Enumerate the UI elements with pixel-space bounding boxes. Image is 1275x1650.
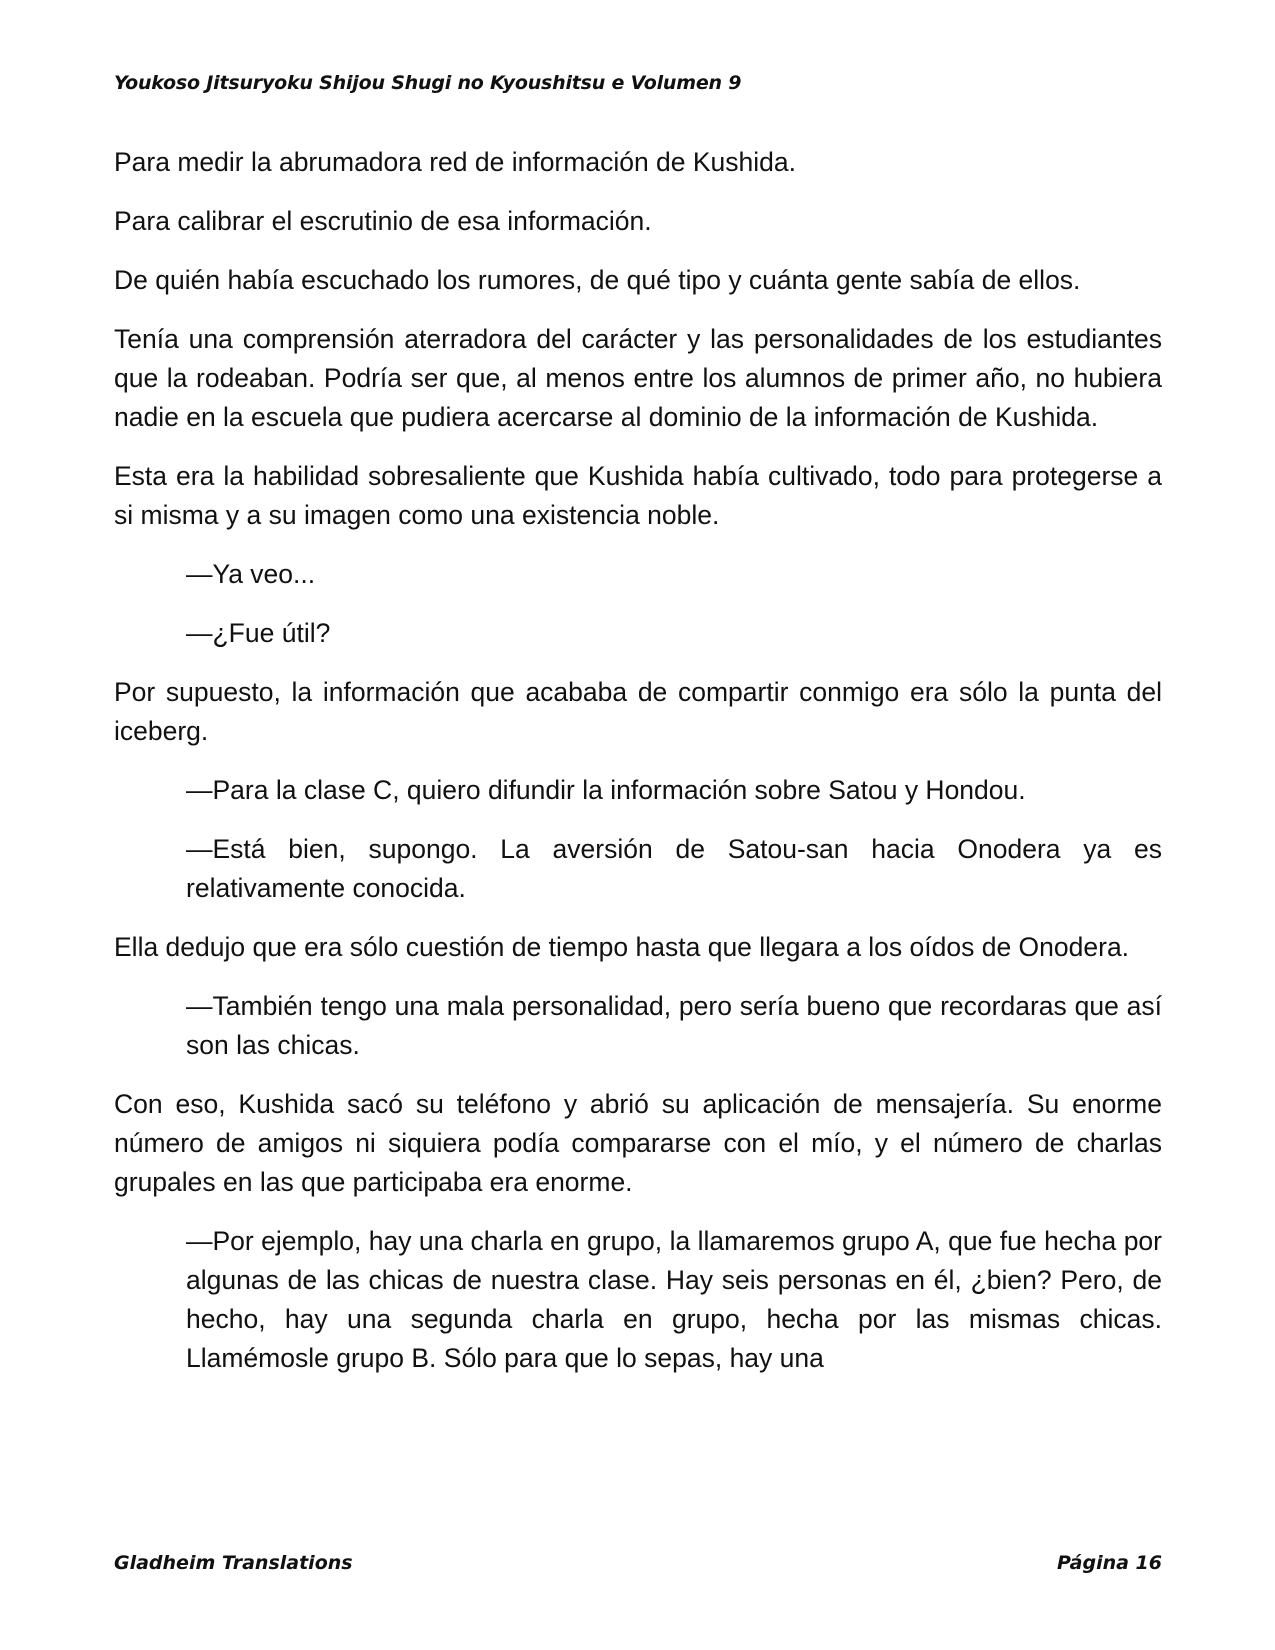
paragraph: Esta era la habilidad sobresaliente que Kushida había cultivado, todo para protegerse a si misma y a su imagen como una existencia noble. [114, 461, 1162, 530]
dialogue-line: —Por ejemplo, hay una charla en grupo, la llamaremos grupo A, que fue hecha por algunas de las chicas de nuestra clase. Hay seis personas en él, ¿bien? Pero, de hecho, hay una segunda charla en grupo, hecha por las mismas chicas. Llamémosle grupo B. Sólo para que lo sepas, hay una [186, 1226, 1162, 1373]
dialogue-line: —También tengo una mala personalidad, pero sería bueno que recordaras que así son las chicas. [186, 991, 1162, 1060]
footer-page-number: Página 16 [1056, 1552, 1162, 1574]
dialogue-line: —Ya veo... [186, 559, 316, 589]
paragraph: Ella dedujo que era sólo cuestión de tiempo hasta que llegara a los oídos de Onodera. [114, 932, 1130, 962]
paragraph: Para medir la abrumadora red de información de Kushida. [114, 147, 797, 177]
paragraph: Tenía una comprensión aterradora del carácter y las personalidades de los estudiantes que la rodeaban. Podría ser que, al menos entre los alumnos de primer año, no hubiera nadie en la escuela que pudiera acercarse al dominio de la información de Kushida. [114, 324, 1162, 432]
paragraph: Para calibrar el escrutinio de esa información. [114, 206, 652, 236]
running-footer [114, 1552, 1162, 1574]
paragraph: Por supuesto, la información que acababa de compartir conmigo era sólo la punta del iceberg. [114, 677, 1162, 746]
paragraph: Con eso, Kushida sacó su teléfono y abrió su aplicación de mensajería. Su enorme número de amigos ni siquiera podía compararse con el mío, y el número de charlas grupales en las que participaba era enorme. [114, 1089, 1162, 1197]
dialogue-line: —Para la clase C, quiero difundir la información sobre Satou y Hondou. [186, 775, 1026, 805]
paragraph: De quién había escuchado los rumores, de qué tipo y cuánta gente sabía de ellos. [114, 265, 1081, 295]
footer-publisher: Gladheim Translations [114, 1552, 353, 1574]
dialogue-line: —Está bien, supongo. La aversión de Satou-san hacia Onodera ya es relativamente conocida. [186, 834, 1162, 903]
dialogue-line: —¿Fue útil? [186, 618, 331, 648]
running-header-title: Youkoso Jitsuryoku Shijou Shugi no Kyoushitsu e Volumen 9 [114, 72, 742, 94]
body-text [114, 143, 1162, 1378]
